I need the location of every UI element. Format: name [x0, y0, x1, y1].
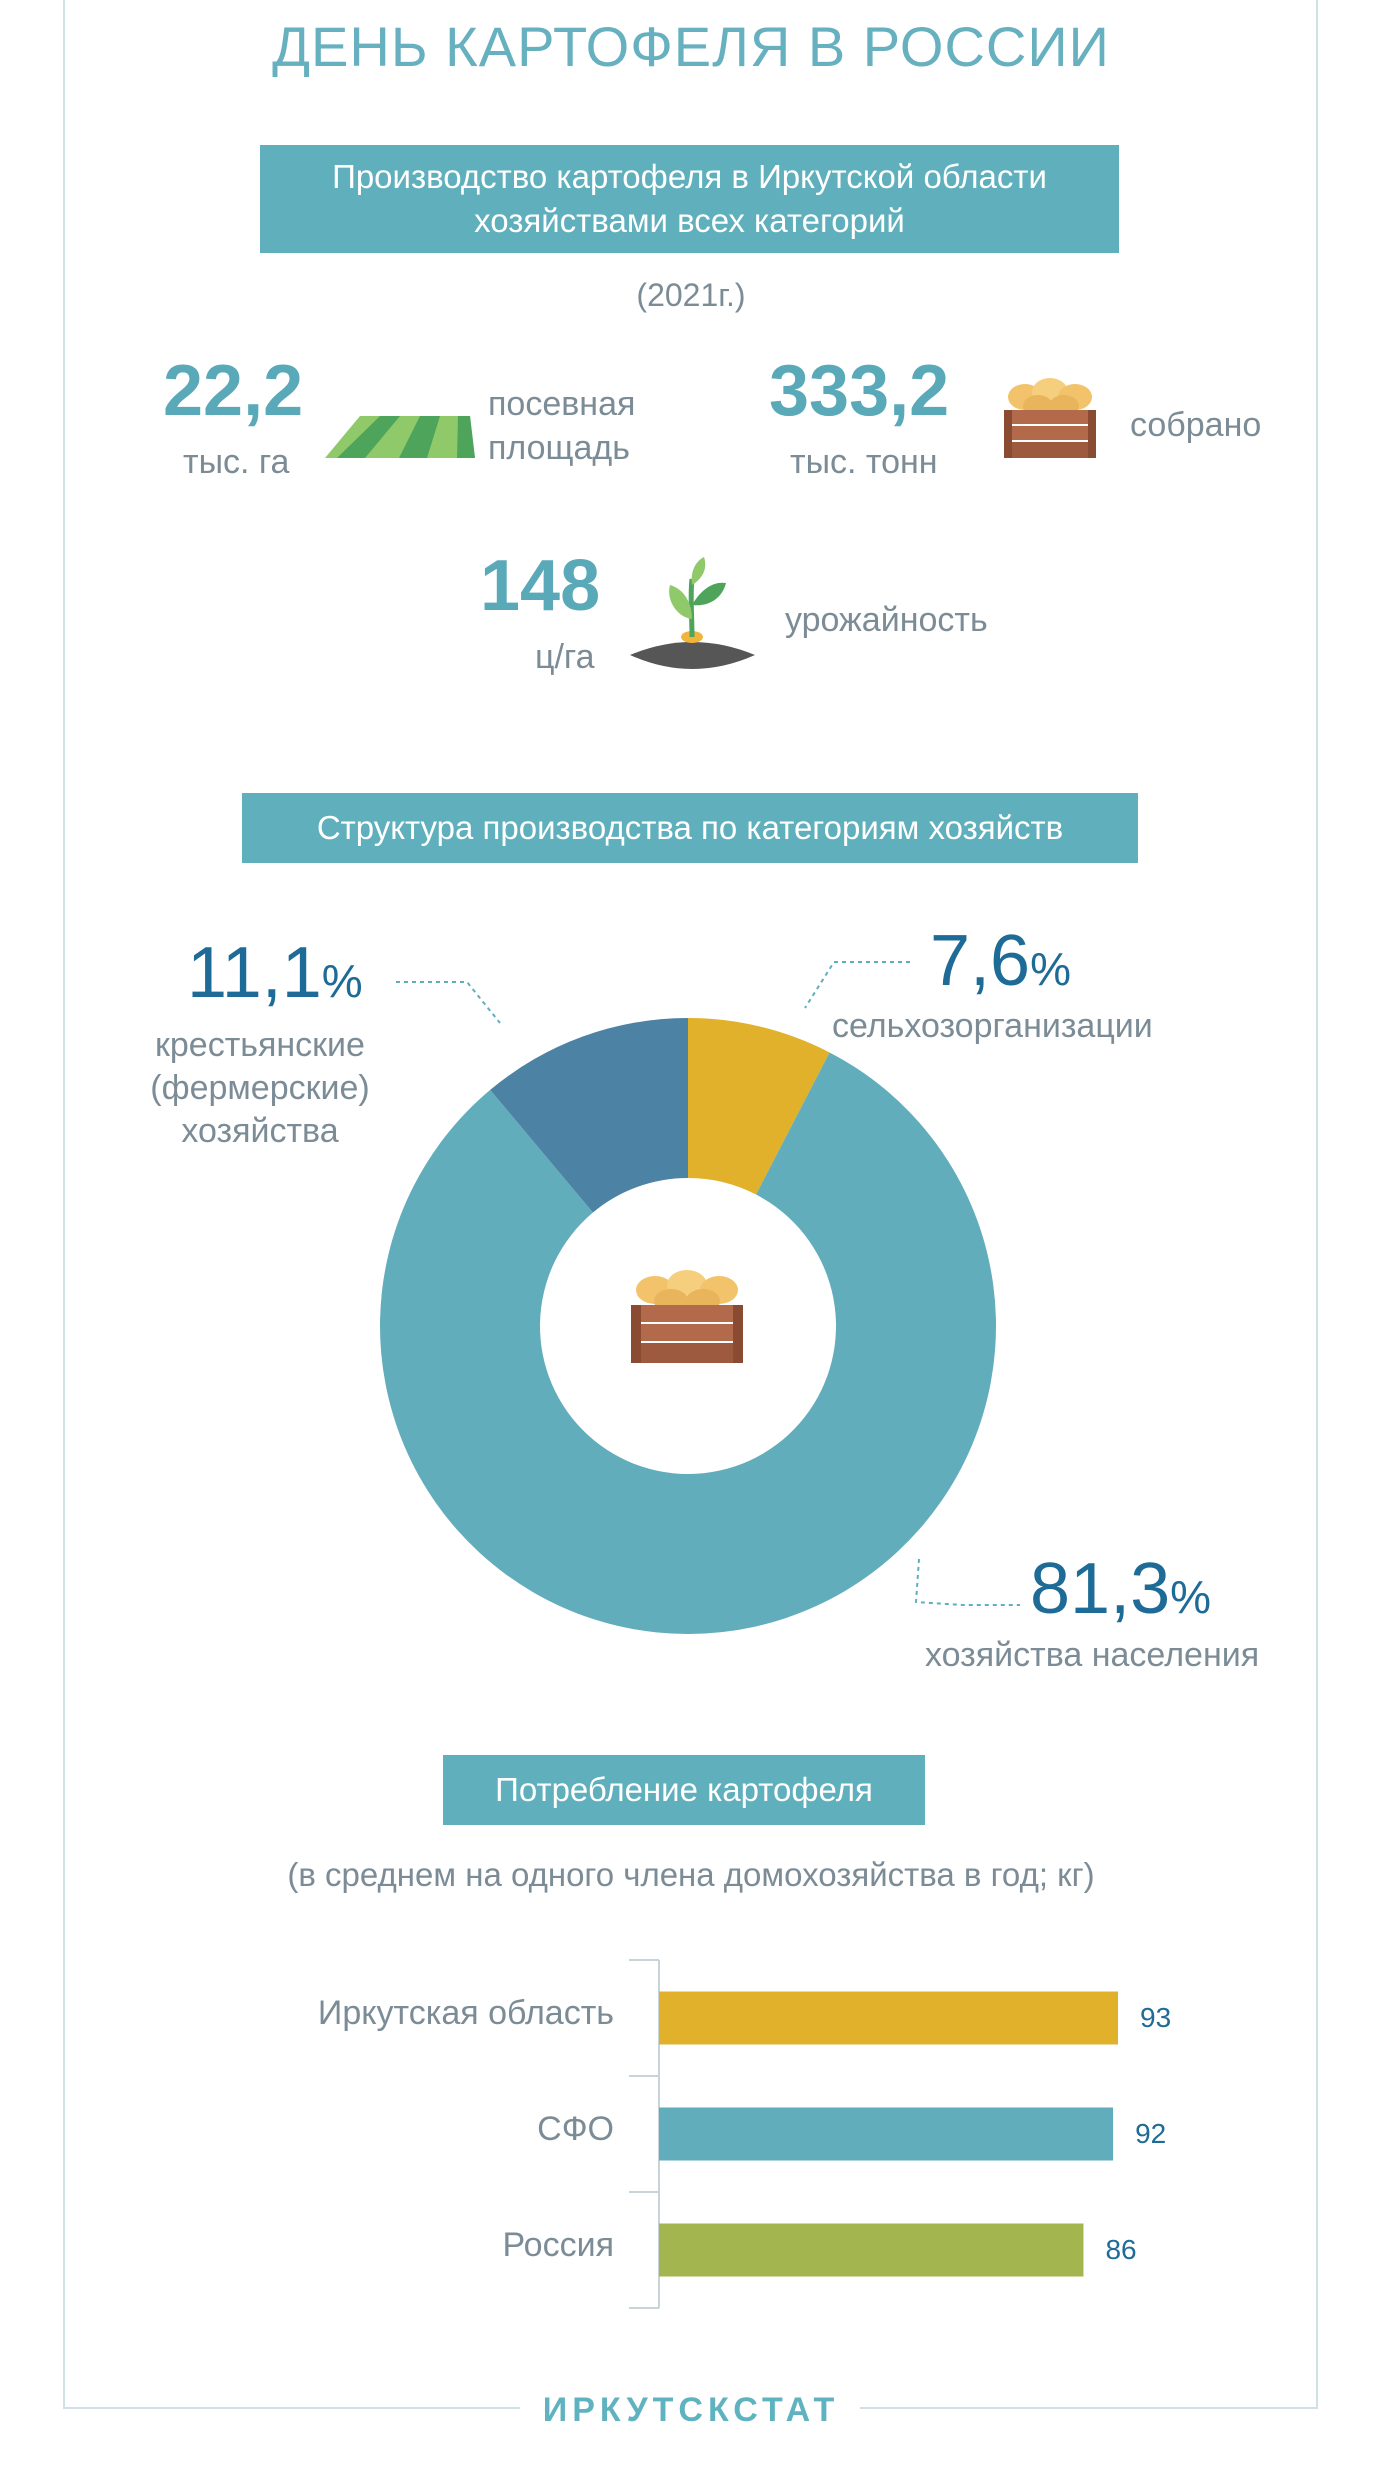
- harvest-unit: тыс. тонн: [790, 443, 938, 481]
- bar-category-label: Иркутская область: [317, 1994, 614, 2032]
- farmers-label-line2: (фермерские): [150, 1069, 370, 1107]
- farmers-label-line3: хозяйства: [181, 1112, 339, 1150]
- page-title: ДЕНЬ КАРТОФЕЛЯ В РОССИИ: [272, 15, 1110, 78]
- agro-percent-sign: %: [1030, 943, 1071, 995]
- production-heading-line2: хозяйствами всех категорий: [474, 202, 905, 239]
- harvest-value: 333,2: [769, 351, 950, 431]
- consumption-heading: Потребление картофеля: [443, 1755, 925, 1825]
- production-heading-line1: Производство картофеля в Иркутской области: [332, 158, 1047, 195]
- households-percent-sign: %: [1170, 1571, 1212, 1623]
- bar-2: [659, 2224, 1083, 2277]
- farmers-percent-sign: %: [321, 955, 363, 1007]
- agro-label: сельхозорганизации: [832, 1007, 1153, 1045]
- bar-1: [659, 2108, 1113, 2161]
- yield-value: 148: [480, 546, 601, 626]
- bar-marks: [659, 1992, 1118, 2277]
- bar-axis: [629, 1960, 659, 2308]
- area-value: 22,2: [163, 351, 304, 431]
- area-label-line2: площадь: [488, 429, 630, 467]
- consumption-subtitle: (в среднем на одного члена домохозяйства в год; кг): [287, 1856, 1095, 1893]
- structure-heading: Структура производства по категориям хозяйств: [242, 793, 1138, 863]
- farmers-label-line1: крестьянские: [155, 1026, 365, 1064]
- production-year: (2021г.): [636, 277, 746, 313]
- bar-category-label: Россия: [502, 2226, 614, 2264]
- households-label: хозяйства населения: [925, 1636, 1260, 1674]
- bar-value-label: 86: [1105, 2234, 1137, 2265]
- bar-category-label: СФО: [537, 2110, 614, 2148]
- footer-brand: ИРКУТСКСТАТ: [542, 2391, 840, 2429]
- yield-label: урожайность: [785, 601, 988, 639]
- area-unit: тыс. га: [183, 443, 290, 481]
- harvest-label: собрано: [1130, 406, 1262, 444]
- agro-percent-value: 7,6: [930, 921, 1031, 1001]
- bar-value-label: 92: [1135, 2118, 1167, 2149]
- bar-0: [659, 1992, 1118, 2045]
- bar-value-label: 93: [1140, 2002, 1172, 2033]
- households-percent-value: 81,3: [1030, 1549, 1171, 1629]
- area-label-line1: посевная: [488, 385, 636, 423]
- yield-unit: ц/га: [535, 638, 595, 676]
- farmers-percent-value: 11,1: [187, 933, 322, 1013]
